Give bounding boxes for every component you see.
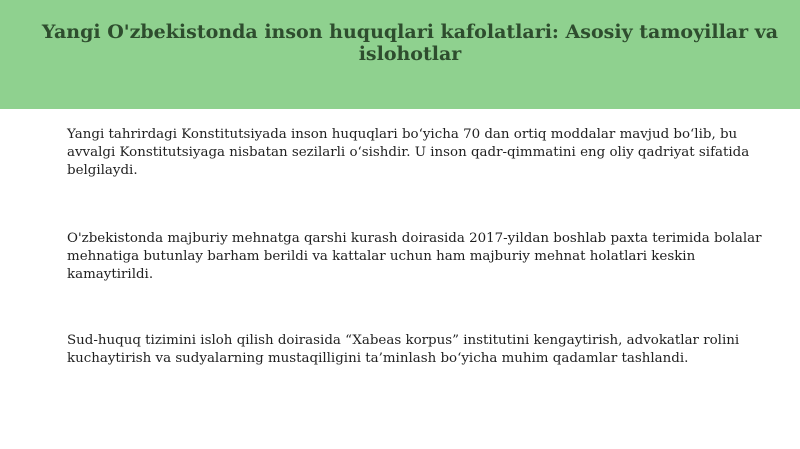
paragraph-forced-labor: O'zbekistonda majburiy mehnatga qarshi kurash doirasida 2017-yildan boshlab paxta terimida bolalar mehnatiga butunlay barham berildi va kattalar uchun ham majburiy mehnat holatlari keskin kamaytirildi.: [67, 231, 762, 282]
paragraph-judicial-reform: Sud-huquq tizimini isloh qilish doirasida “Xabeas korpus” institutini kengaytirish, advokatlar rolini kuchaytirish va sudyalarning mustaqilligini ta’minlash bo‘yicha muhim qadamlar tashlandi.: [67, 333, 740, 366]
paragraph-constitution: Yangi tahrirdagi Konstitutsiyada inson huquqlari bo‘yicha 70 dan ortiq moddalar mavjud bo‘lib, bu avvalgi Konstitutsiyaga nisbatan sezilarli o‘sishdir. U inson qadr-qimmatini eng oliy qadriyat sifatida belgilaydi.: [67, 127, 750, 178]
page-title: Yangi O'zbekistonda inson huquqlari kafolatlari: Asosiy tamoyillar va islohotlar: [41, 21, 779, 65]
